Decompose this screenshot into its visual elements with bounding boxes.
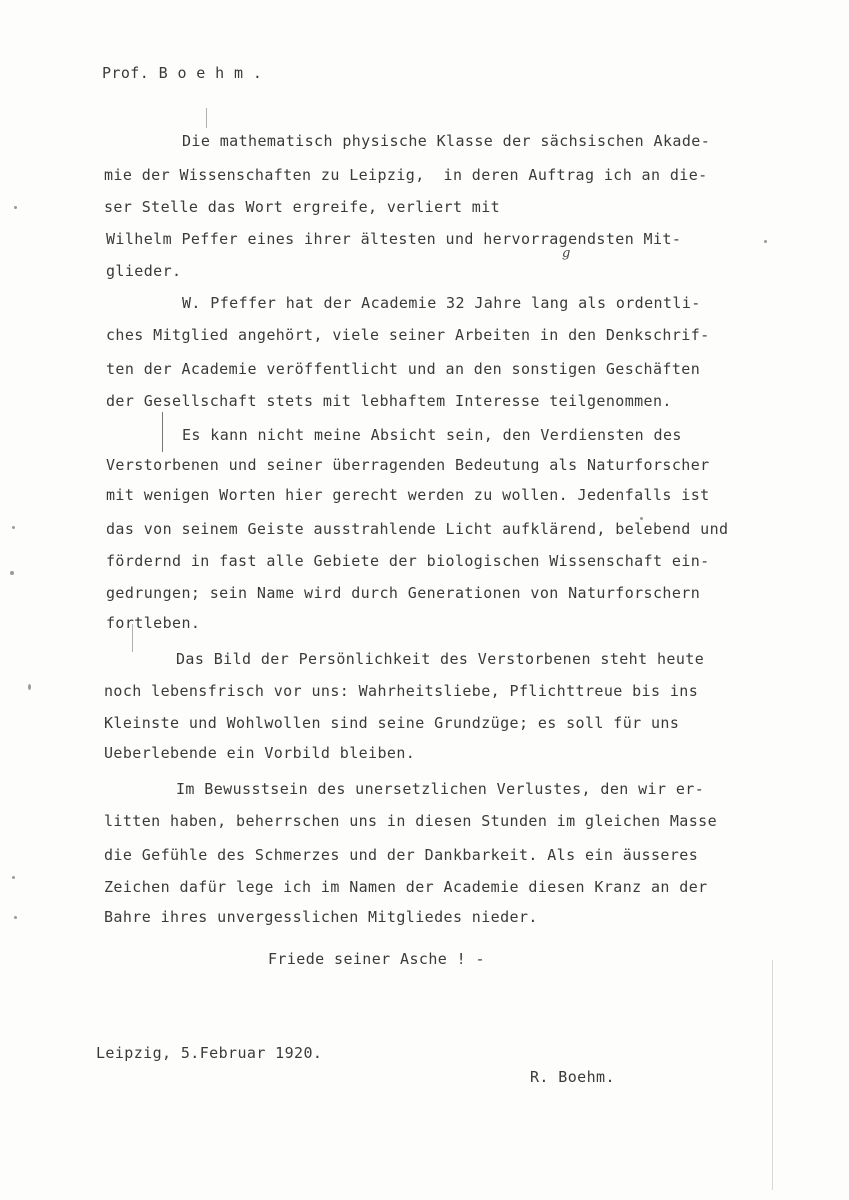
page-edge-line (772, 960, 773, 1190)
letter-line: mit wenigen Worten hier gerecht werden zu wollen. Jedenfalls ist (106, 486, 710, 504)
letter-line: Verstorbenen und seiner überragenden Bedeutung als Naturforscher (106, 456, 710, 474)
letter-line: Das Bild der Persönlichkeit des Verstorbenen steht heute (176, 650, 705, 668)
margin-speck (14, 206, 17, 209)
letter-line: Kleinste und Wohlwollen sind seine Grundzüge; es soll für uns (104, 714, 680, 732)
pencil-mark (206, 108, 207, 128)
place-date: Leipzig, 5.Februar 1920. (96, 1044, 323, 1062)
closing-line: Friede seiner Asche ! - (268, 950, 485, 968)
letter-line: Wilhelm Peffer eines ihrer ältesten und hervorragendsten Mit- (106, 230, 682, 248)
margin-speck (10, 571, 14, 575)
letter-line: die Gefühle des Schmerzes und der Dankbarkeit. Als ein äusseres (104, 846, 699, 864)
letter-line: gedrungen; sein Name wird durch Generationen von Naturforschern (106, 584, 701, 602)
margin-speck (28, 684, 31, 690)
letter-line: der Gesellschaft stets mit lebhaftem Interesse teilgenommen. (106, 392, 672, 410)
letter-line: Bahre ihres unvergesslichen Mitgliedes nieder. (104, 908, 538, 926)
letter-line: Im Bewusstsein des unersetzlichen Verlustes, den wir er- (176, 780, 705, 798)
letter-line: Es kann nicht meine Absicht sein, den Verdiensten des (182, 426, 682, 444)
letter-line: ten der Academie veröffentlicht und an den sonstigen Geschäften (106, 360, 701, 378)
letter-line: ches Mitglied angehört, viele seiner Arbeiten in den Denkschrif- (106, 326, 710, 344)
letter-line: fortleben. (106, 614, 201, 632)
letter-line: W. Pfeffer hat der Academie 32 Jahre lang als ordentli- (182, 294, 701, 312)
margin-speck (12, 526, 15, 529)
letter-line: ser Stelle das Wort ergreife, verliert mit (104, 198, 501, 216)
pencil-mark (162, 412, 163, 452)
signature: R. Boehm. (530, 1068, 615, 1086)
letter-line: fördernd in fast alle Gebiete der biologischen Wissenschaft ein- (106, 552, 710, 570)
letter-line: Die mathematisch physische Klasse der sächsischen Akade- (182, 132, 711, 150)
letter-line: Ueberlebende ein Vorbild bleiben. (104, 744, 416, 762)
handwritten-correction: g (562, 246, 571, 261)
letter-line: mie der Wissenschaften zu Leipzig, in deren Auftrag ich an die- (104, 166, 708, 184)
margin-speck (14, 916, 17, 919)
letter-line: das von seinem Geiste ausstrahlende Licht aufklärend, belebend und (106, 520, 729, 538)
letter-line: litten haben, beherrschen uns in diesen Stunden im gleichen Masse (104, 812, 717, 830)
salutation: Prof. B o e h m . (102, 64, 263, 82)
letter-line: Zeichen dafür lege ich im Namen der Academie diesen Kranz an der (104, 878, 708, 896)
letter-line: glieder. (106, 262, 182, 280)
letter-line: noch lebensfrisch vor uns: Wahrheitsliebe, Pflichttreue bis ins (104, 682, 699, 700)
margin-speck (12, 876, 15, 879)
margin-speck (764, 240, 767, 243)
